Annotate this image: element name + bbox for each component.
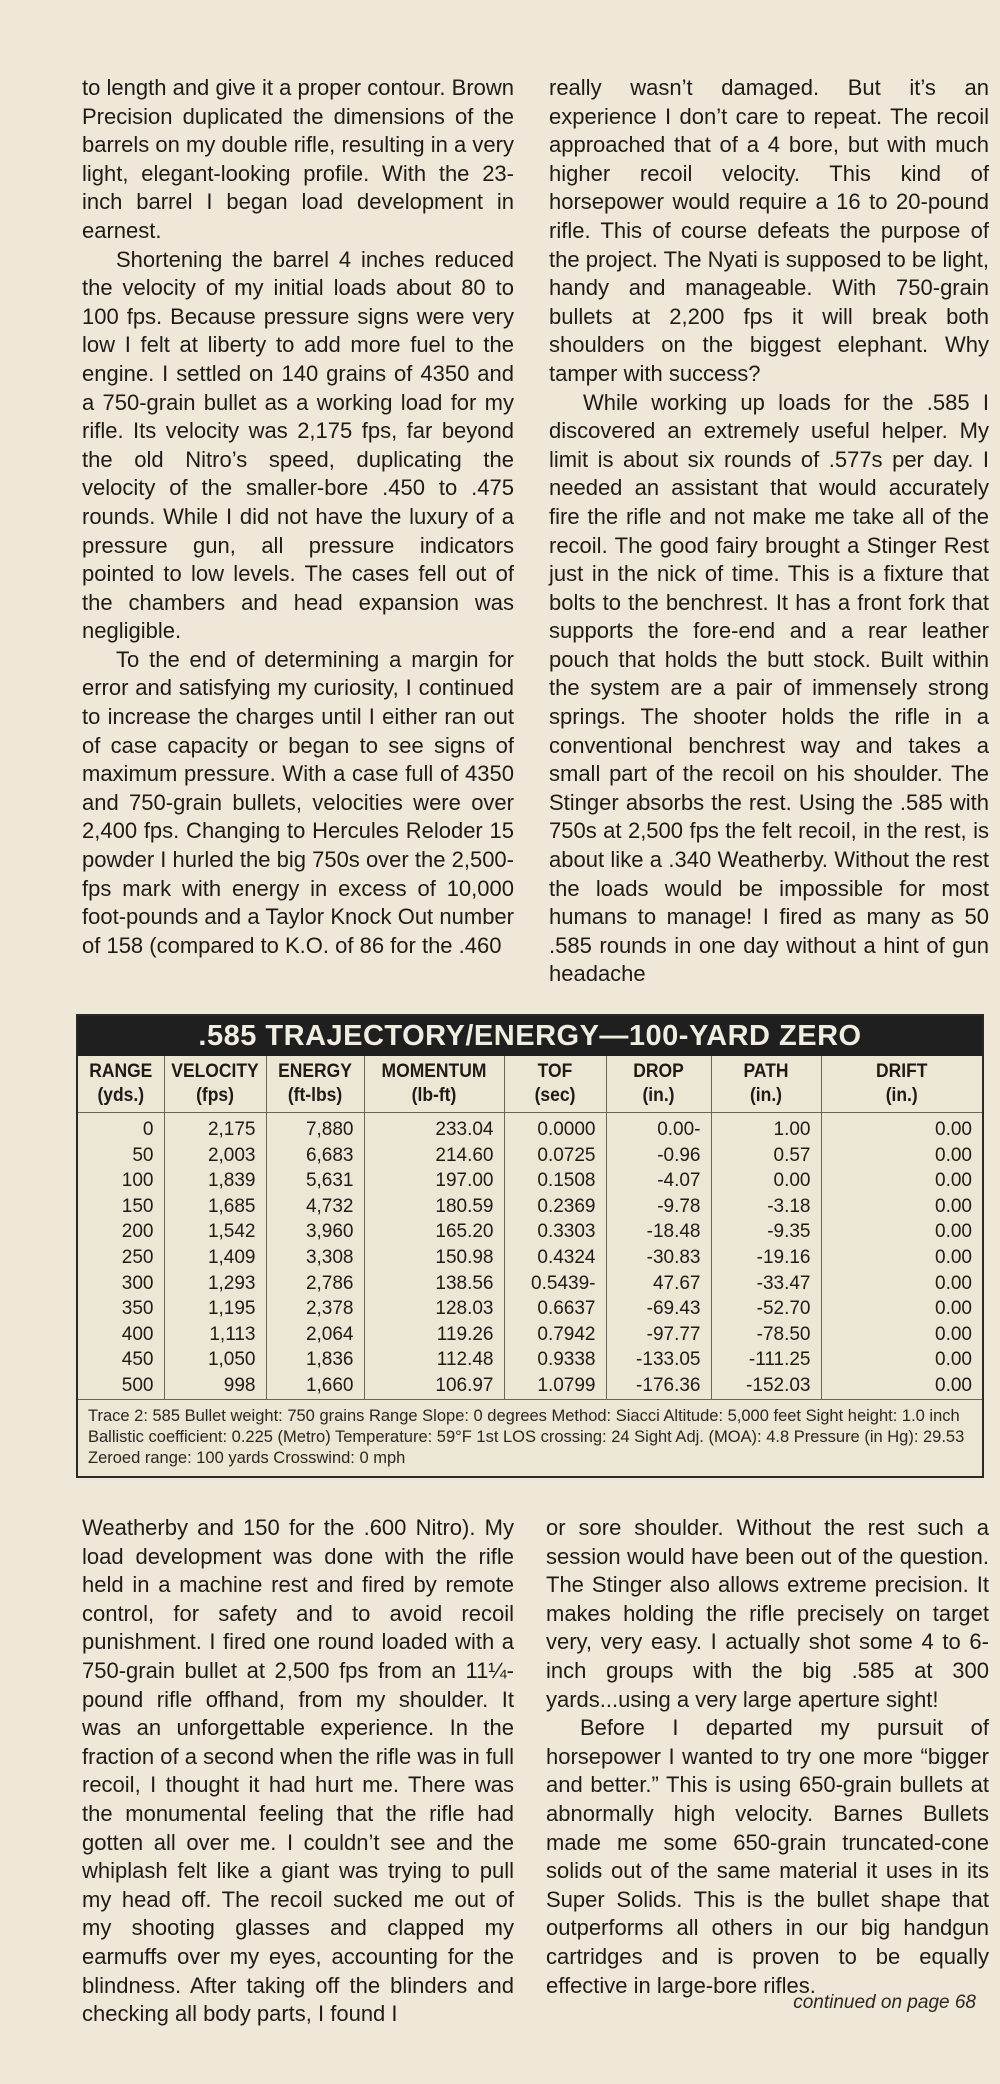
cell-energy: 4,732 <box>266 1194 364 1220</box>
cell-velocity: 1,195 <box>164 1296 266 1322</box>
cell-drift: 0.00 <box>935 1221 972 1243</box>
article-column-bottom-left <box>82 1514 514 2029</box>
cell-path: -152.03 <box>711 1373 821 1399</box>
cell-energy: 2,786 <box>266 1271 364 1297</box>
cell-drift: 0.00 <box>935 1144 972 1166</box>
cell-momentum: 150.98 <box>364 1245 504 1271</box>
header-momentum: MOMENTUM (lb-ft) <box>370 1056 499 1113</box>
header-drop: DROP (in.) <box>610 1056 707 1113</box>
cell-velocity: 1,839 <box>164 1168 266 1194</box>
cell-range: 150 <box>78 1194 164 1220</box>
cell-range: 200 <box>78 1219 164 1245</box>
table-header-row <box>78 1056 982 1113</box>
cell-momentum: 165.20 <box>364 1219 504 1245</box>
cell-path: -78.50 <box>711 1322 821 1348</box>
cell-energy: 2,378 <box>266 1296 364 1322</box>
cell-tof: 0.6637 <box>504 1296 606 1322</box>
paragraph: Weatherby and 150 for the .600 Nitro). My load development was done with the rifle held in a machine rest and fired by remote control, for safety and to avoid recoil punishment. I fired one round loaded with a 750-grain bullet at 2,500 fps from an 11¼-pound rifle offhand, from my shoulder. It was an unforgettable experience. In the fraction of a second when the rifle was in full recoil, I thought it had hurt me. There was the monumental feeling that the rifle had gotten all over me. I couldn’t see and the whiplash felt like a giant was trying to pull my head off. The recoil sucked me out of my shooting glasses and clapped my earmuffs over my eyes, accounting for the blindness. After taking off the blinders and checking all body parts, I found I <box>82 1515 514 2027</box>
header-velocity: VELOCITY (fps) <box>168 1056 262 1113</box>
cell-tof: 0.0725 <box>504 1143 606 1169</box>
paragraph: To the end of determining a margin for error and satisfying my curiosity, I continued to increase the charges until I either ran out of case capacity or began to see signs of maximum pressure. With a case full of 4350 and 750-grain bullets, velocities were over 2,400 fps. Changing to Hercules Reloder 15 powder I hurled the big 750s over the 2,500-fps mark with energy in excess of 10,000 foot-pounds and a Taylor Knock Out number of 158 (compared to K.O. of 86 for the .460 <box>82 646 514 958</box>
cell-path: 0.57 <box>711 1143 821 1169</box>
article-column-bottom-right <box>546 1514 989 2000</box>
cell-velocity: 1,542 <box>164 1219 266 1245</box>
cell-range: 500 <box>78 1373 164 1399</box>
paragraph: Before I departed my pursuit of horsepower I wanted to try one more “bigger and better.” This is using 650-grain bullets at abnormally high velocity. Barnes Bullets made me some 650-grain truncated-cone solids out of the same material it uses in its Super Solids. This is the bullet shape that outperforms all others in our big handgun cartridges and is proven to be equally effective in large-bore rifles. <box>546 1715 989 1998</box>
paragraph: While working up loads for the .585 I discovered an extremely useful helper. My limit is about six rounds of .577s per day. I needed an assistant that would accurately fire the rifle and not make me take all of the recoil. The good fairy brought a Stinger Rest just in the nick of time. This is a fixture that bolts to the benchrest. It has a front fork that supports the fore-end and a rear leather pouch that holds the butt stock. Built within the system are a pair of immensely strong springs. The shooter holds the rifle in a conventional benchrest way and takes a small part of the recoil on his shoulder. The Stinger absorbs the rest. Using the .585 with 750s at 2,500 fps the felt recoil, in the rest, is about like a .340 Weatherby. Without the rest the loads would be impossible for most humans to manage! I fired as many as 50 .585 rounds in one day without a hint of gun headache <box>549 389 989 987</box>
cell-energy: 3,308 <box>266 1245 364 1271</box>
cell-velocity: 1,293 <box>164 1271 266 1297</box>
cell-energy: 2,064 <box>266 1322 364 1348</box>
cell-energy: 1,836 <box>266 1347 364 1373</box>
cell-path: -3.18 <box>711 1194 821 1220</box>
cell-path: -111.25 <box>711 1347 821 1373</box>
cell-drop: -0.96 <box>606 1143 711 1169</box>
cell-path: -52.70 <box>711 1296 821 1322</box>
cell-velocity: 998 <box>164 1373 266 1399</box>
table-row <box>78 1113 982 1143</box>
cell-range: 0 <box>78 1113 164 1143</box>
cell-momentum: 214.60 <box>364 1143 504 1169</box>
table-row <box>78 1194 982 1220</box>
cell-range: 50 <box>78 1143 164 1169</box>
cell-energy: 7,880 <box>266 1113 364 1143</box>
cell-drift: 0.00 <box>935 1119 972 1140</box>
cell-momentum: 128.03 <box>364 1296 504 1322</box>
table-title: .585 TRAJECTORY/ENERGY—100-YARD ZERO <box>78 1016 982 1056</box>
cell-velocity: 1,113 <box>164 1322 266 1348</box>
cell-momentum: 138.56 <box>364 1271 504 1297</box>
cell-tof: 0.4324 <box>504 1245 606 1271</box>
continued-note: continued on page 68 <box>793 1992 976 2013</box>
cell-drift: 0.00 <box>935 1195 972 1217</box>
header-range: RANGE (yds.) <box>81 1056 160 1113</box>
cell-drift: 0.00 <box>935 1374 972 1396</box>
cell-tof: 0.5439- <box>504 1271 606 1297</box>
cell-path: 0.00 <box>711 1168 821 1194</box>
cell-momentum: 106.97 <box>364 1373 504 1399</box>
cell-momentum: 112.48 <box>364 1347 504 1373</box>
header-drift: DRIFT (in.) <box>827 1056 975 1113</box>
cell-tof: 0.9338 <box>504 1347 606 1373</box>
cell-drift: 0.00 <box>935 1349 972 1371</box>
cell-path: -33.47 <box>711 1271 821 1297</box>
cell-drop: 0.00- <box>606 1113 711 1143</box>
article-column-top-left <box>82 74 514 960</box>
table-row <box>78 1322 982 1348</box>
cell-energy: 3,960 <box>266 1219 364 1245</box>
cell-momentum: 119.26 <box>364 1322 504 1348</box>
header-tof: TOF (sec) <box>508 1056 602 1113</box>
article-column-top-right <box>549 74 989 989</box>
cell-momentum: 233.04 <box>364 1113 504 1143</box>
trajectory-table-box <box>76 1014 984 1478</box>
paragraph: to length and give it a proper contour. Brown Precision duplicated the dimensions of the barrels on my double rifle, resulting in a very light, elegant-looking profile. With the 23-inch barrel I began load development in earnest. <box>82 75 514 243</box>
cell-energy: 6,683 <box>266 1143 364 1169</box>
cell-range: 350 <box>78 1296 164 1322</box>
cell-path: -9.35 <box>711 1219 821 1245</box>
cell-drift: 0.00 <box>935 1246 972 1268</box>
cell-velocity: 1,409 <box>164 1245 266 1271</box>
cell-drop: -4.07 <box>606 1168 711 1194</box>
table-row <box>78 1245 982 1271</box>
cell-range: 300 <box>78 1271 164 1297</box>
cell-drift: 0.00 <box>935 1272 972 1294</box>
cell-drop: -176.36 <box>606 1373 711 1399</box>
cell-tof: 0.2369 <box>504 1194 606 1220</box>
cell-drop: -9.78 <box>606 1194 711 1220</box>
cell-energy: 5,631 <box>266 1168 364 1194</box>
cell-drift: 0.00 <box>935 1298 972 1320</box>
cell-tof: 0.0000 <box>504 1113 606 1143</box>
paragraph: really wasn’t damaged. But it’s an experience I don’t care to repeat. The recoil approached that of a 4 bore, but with much higher recoil velocity. This kind of horsepower would require a 16 to 20-pound rifle. This of course defeats the purpose of the project. The Nyati is supposed to be light, handy and manageable. With 750-grain bullets at 2,200 fps it will break both shoulders on the biggest elephant. Why tamper with success? <box>549 75 989 386</box>
header-path: PATH (in.) <box>715 1056 816 1113</box>
cell-drop: -97.77 <box>606 1322 711 1348</box>
cell-drift: 0.00 <box>935 1323 972 1345</box>
cell-drift: 0.00 <box>935 1170 972 1192</box>
cell-tof: 1.0799 <box>504 1373 606 1399</box>
table-footnote: Trace 2: 585 Bullet weight: 750 grains Range Slope: 0 degrees Method: Siacci Altitude: 5,000 feet Sight height: 1.0 inch Ballistic coefficient: 0.225 (Metro) Temperature: 59°F 1st LOS crossing: 24 Sight Adj. (MOA): 4.8 Pressure (in Hg): 29.53 Zeroed range: 100 yards Crosswind: 0 mph <box>78 1399 982 1473</box>
cell-momentum: 197.00 <box>364 1168 504 1194</box>
cell-path: 1.00 <box>711 1113 821 1143</box>
cell-energy: 1,660 <box>266 1373 364 1399</box>
cell-drop: 47.67 <box>606 1271 711 1297</box>
cell-drop: -69.43 <box>606 1296 711 1322</box>
cell-range: 400 <box>78 1322 164 1348</box>
cell-range: 250 <box>78 1245 164 1271</box>
trajectory-table <box>78 1056 982 1399</box>
table-row <box>78 1143 982 1169</box>
cell-tof: 0.3303 <box>504 1219 606 1245</box>
cell-range: 100 <box>78 1168 164 1194</box>
table-row <box>78 1296 982 1322</box>
paragraph: or sore shoulder. Without the rest such a session would have been out of the question. The Stinger also allows extreme precision. It makes holding the rifle precisely on target very, very easy. I actually shot some 4 to 6-inch groups with the big .585 at 300 yards...using a very large aperture sight! <box>546 1515 989 1712</box>
cell-drop: -18.48 <box>606 1219 711 1245</box>
cell-path: -19.16 <box>711 1245 821 1271</box>
table-row <box>78 1168 982 1194</box>
paragraph: Shortening the barrel 4 inches reduced the velocity of my initial loads about 80 to 100 fps. Because pressure signs were very low I felt at liberty to add more fuel to the engine. I settled on 140 grains of 4350 and a 750-grain bullet as a working load for my rifle. Its velocity was 2,175 fps, far beyond the old Nitro’s speed, duplicating the velocity of the smaller-bore .450 to .475 rounds. While I did not have the luxury of a pressure gun, all pressure indicators pointed to low levels. The cases fell out of the chambers and head expansion was negligible. <box>82 246 514 644</box>
cell-velocity: 1,050 <box>164 1347 266 1373</box>
cell-tof: 0.7942 <box>504 1322 606 1348</box>
table-row <box>78 1347 982 1373</box>
table-row <box>78 1373 982 1399</box>
cell-drop: -30.83 <box>606 1245 711 1271</box>
cell-velocity: 2,003 <box>164 1143 266 1169</box>
table-row <box>78 1271 982 1297</box>
cell-velocity: 2,175 <box>164 1113 266 1143</box>
cell-tof: 0.1508 <box>504 1168 606 1194</box>
cell-drop: -133.05 <box>606 1347 711 1373</box>
cell-velocity: 1,685 <box>164 1194 266 1220</box>
table-row <box>78 1219 982 1245</box>
cell-momentum: 180.59 <box>364 1194 504 1220</box>
header-energy: ENERGY (ft-lbs) <box>270 1056 360 1113</box>
cell-range: 450 <box>78 1347 164 1373</box>
